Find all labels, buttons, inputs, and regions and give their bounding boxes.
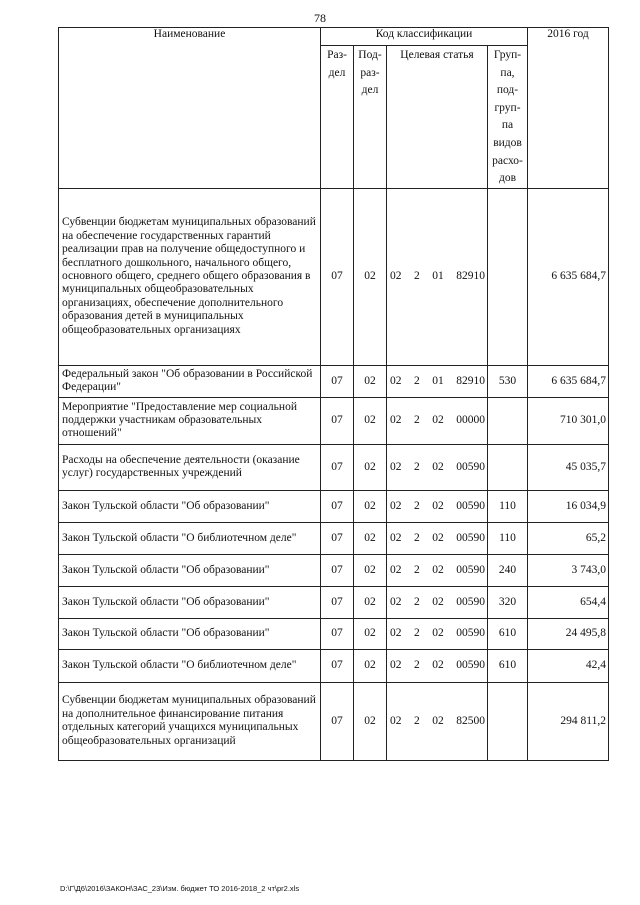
row-section: 07: [321, 490, 354, 522]
row-name: Закон Тульской области "О библиотечном деле": [59, 522, 321, 554]
row-expense-group: 610: [488, 618, 528, 649]
row-name: Закон Тульской области "О библиотечном деле": [59, 649, 321, 682]
row-target-code: [387, 618, 488, 649]
header-name: Наименование: [59, 28, 321, 189]
row-name: Расходы на обеспечение деятельности (оказание услуг) государственных учреждений: [59, 444, 321, 490]
row-subsection: 02: [354, 649, 387, 682]
row-amount: 654,4: [528, 586, 609, 618]
table-row: [59, 397, 609, 444]
code-direction: 00590: [456, 563, 485, 576]
row-section: 07: [321, 188, 354, 365]
row-section: 07: [321, 649, 354, 682]
code-direction: 82910: [456, 374, 485, 387]
row-target-code: [387, 397, 488, 444]
row-expense-group: 110: [488, 522, 528, 554]
code-subprogram: 2: [414, 460, 420, 473]
header-target: Целевая статья: [387, 46, 488, 189]
code-subprogram: 2: [414, 270, 420, 283]
row-expense-group: [488, 397, 528, 444]
table-row: [59, 490, 609, 522]
code-program: 02: [390, 659, 402, 672]
row-subsection: 02: [354, 522, 387, 554]
header-section: Раз- дел: [321, 46, 354, 189]
row-subsection: 02: [354, 188, 387, 365]
row-amount: 3 743,0: [528, 554, 609, 586]
row-section: 07: [321, 444, 354, 490]
row-subsection: 02: [354, 586, 387, 618]
code-activity: 02: [432, 563, 444, 576]
row-amount: 45 035,7: [528, 444, 609, 490]
code-activity: 02: [432, 627, 444, 640]
row-amount: 6 635 684,7: [528, 188, 609, 365]
row-section: 07: [321, 618, 354, 649]
code-program: 02: [390, 460, 402, 473]
row-section: 07: [321, 586, 354, 618]
row-amount: 16 034,9: [528, 490, 609, 522]
row-subsection: 02: [354, 618, 387, 649]
code-activity: 02: [432, 659, 444, 672]
code-activity: 02: [432, 414, 444, 427]
row-amount: 65,2: [528, 522, 609, 554]
code-direction: 00590: [456, 595, 485, 608]
row-name: Закон Тульской области "Об образовании": [59, 586, 321, 618]
code-program: 02: [390, 270, 402, 283]
code-subprogram: 2: [414, 499, 420, 512]
code-program: 02: [390, 563, 402, 576]
row-expense-group: [488, 682, 528, 760]
code-direction: 82910: [456, 270, 485, 283]
code-activity: 01: [432, 374, 444, 387]
code-subprogram: 2: [414, 531, 420, 544]
table-row: [59, 444, 609, 490]
row-section: 07: [321, 522, 354, 554]
row-expense-group: [488, 444, 528, 490]
code-subprogram: 2: [414, 627, 420, 640]
code-activity: 02: [432, 499, 444, 512]
table-row: [59, 618, 609, 649]
row-target-code: [387, 649, 488, 682]
row-target-code: [387, 444, 488, 490]
code-program: 02: [390, 414, 402, 427]
code-subprogram: 2: [414, 374, 420, 387]
row-target-code: [387, 682, 488, 760]
code-program: 02: [390, 531, 402, 544]
row-name: Мероприятие "Предоставление мер социальной поддержки участникам образовательных отношений": [59, 397, 321, 444]
row-section: 07: [321, 682, 354, 760]
row-name: Субвенции бюджетам муниципальных образований на обеспечение государственных гарантий реализации прав на получение общедоступного и бесплатного дошкольного, начального общего, основного общего, среднего общего образования в муниципальных общеобразовательных организациях, обеспечение дополнительного образования детей в муниципальных общеобразовательных организациях: [59, 188, 321, 365]
row-name: Закон Тульской области "Об образовании": [59, 554, 321, 586]
row-amount: 24 495,8: [528, 618, 609, 649]
code-activity: 02: [432, 714, 444, 727]
code-program: 02: [390, 499, 402, 512]
table-row: [59, 554, 609, 586]
row-expense-group: 610: [488, 649, 528, 682]
code-activity: 02: [432, 531, 444, 544]
row-name: Закон Тульской области "Об образовании": [59, 490, 321, 522]
table-row: [59, 188, 609, 365]
code-direction: 00590: [456, 460, 485, 473]
row-subsection: 02: [354, 444, 387, 490]
code-direction: 00000: [456, 414, 485, 427]
row-section: 07: [321, 397, 354, 444]
row-target-code: [387, 586, 488, 618]
code-direction: 00590: [456, 627, 485, 640]
code-activity: 02: [432, 595, 444, 608]
row-target-code: [387, 365, 488, 397]
row-subsection: 02: [354, 490, 387, 522]
footer-file-path: D:\Г\Д6\2016\ЗАКОН\ЗАС_23\Изм. бюджет ТО 2016-2018_2 чт\pr2.xls: [60, 884, 300, 893]
code-subprogram: 2: [414, 595, 420, 608]
row-section: 07: [321, 554, 354, 586]
page-number: 78: [314, 11, 326, 25]
row-amount: 42,4: [528, 649, 609, 682]
row-expense-group: 320: [488, 586, 528, 618]
table-row: [59, 682, 609, 760]
header-classification: Код классификации: [321, 28, 528, 46]
row-expense-group: 240: [488, 554, 528, 586]
row-amount: 6 635 684,7: [528, 365, 609, 397]
row-amount: 294 811,2: [528, 682, 609, 760]
row-subsection: 02: [354, 365, 387, 397]
table-row: [59, 522, 609, 554]
row-target-code: [387, 522, 488, 554]
table-row: [59, 586, 609, 618]
table-row: [59, 649, 609, 682]
table-body: [59, 188, 609, 760]
code-subprogram: 2: [414, 414, 420, 427]
code-subprogram: 2: [414, 563, 420, 576]
row-amount: 710 301,0: [528, 397, 609, 444]
row-expense-group: 530: [488, 365, 528, 397]
row-name: Федеральный закон "Об образовании в Российской Федерации": [59, 365, 321, 397]
row-subsection: 02: [354, 682, 387, 760]
code-activity: 02: [432, 460, 444, 473]
row-target-code: [387, 490, 488, 522]
code-program: 02: [390, 714, 402, 727]
code-program: 02: [390, 374, 402, 387]
row-section: 07: [321, 365, 354, 397]
code-activity: 01: [432, 270, 444, 283]
code-subprogram: 2: [414, 659, 420, 672]
header-group: Груп- па, под- груп- па видов расхо- дов: [488, 46, 528, 189]
row-target-code: [387, 554, 488, 586]
code-program: 02: [390, 595, 402, 608]
row-expense-group: 110: [488, 490, 528, 522]
row-subsection: 02: [354, 554, 387, 586]
row-expense-group: [488, 188, 528, 365]
code-direction: 00590: [456, 531, 485, 544]
row-name: Закон Тульской области "Об образовании": [59, 618, 321, 649]
code-direction: 00590: [456, 499, 485, 512]
row-target-code: [387, 188, 488, 365]
code-subprogram: 2: [414, 714, 420, 727]
code-program: 02: [390, 627, 402, 640]
table-row: [59, 365, 609, 397]
header-year: 2016 год: [528, 28, 609, 189]
header-subsection: Под- раз- дел: [354, 46, 387, 189]
row-name: Субвенции бюджетам муниципальных образований на дополнительное финансирование питания отдельных категорий учащихся муниципальных общеобразовательных организаций: [59, 682, 321, 760]
code-direction: 82500: [456, 714, 485, 727]
budget-table: [58, 27, 609, 761]
code-direction: 00590: [456, 659, 485, 672]
row-subsection: 02: [354, 397, 387, 444]
